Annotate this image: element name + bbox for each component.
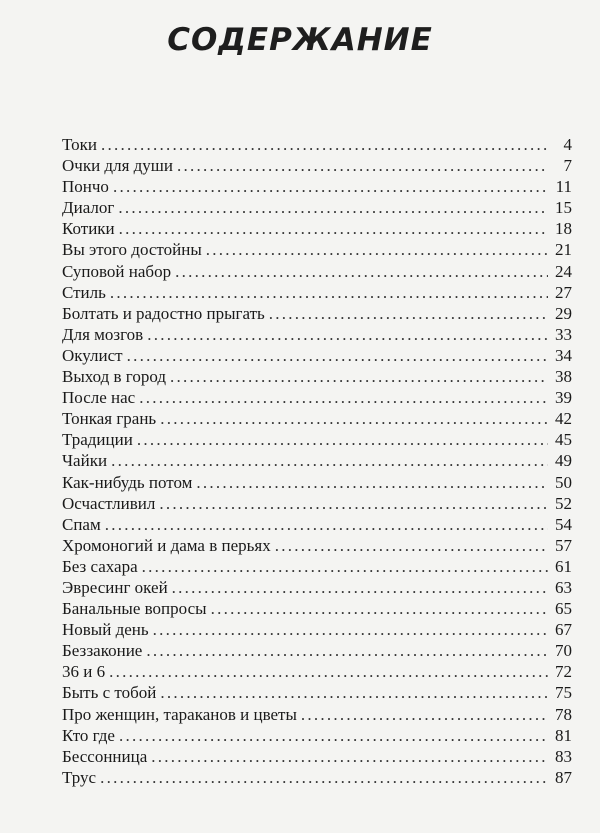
toc-entry-title: Суповой набор — [62, 261, 172, 281]
toc-entry — [62, 429, 572, 450]
toc-entry — [62, 556, 572, 577]
toc-entry-title: Тонкая грань — [62, 409, 157, 429]
toc-entry — [62, 619, 572, 640]
toc-entry — [62, 345, 572, 366]
dot-leader — [101, 134, 548, 155]
toc-entry-page-number: 18 — [555, 219, 572, 239]
dot-leader — [159, 493, 548, 514]
toc-entry-page-number: 29 — [555, 303, 572, 323]
toc-entry-title: Хромоногий и дама в перьях — [62, 535, 271, 555]
dot-leader — [269, 303, 548, 324]
toc-entry-page-number: 61 — [555, 556, 572, 576]
toc-entry-title: Окулист — [62, 345, 123, 365]
toc-entry-title: Традиции — [62, 430, 133, 450]
toc-entry-title: Как-нибудь потом — [62, 472, 193, 492]
toc-entry-title: Выход в город — [62, 367, 167, 387]
toc-entry — [62, 704, 572, 725]
toc-entry — [62, 661, 572, 682]
toc-entry-title: Диалог — [62, 198, 115, 218]
dot-leader — [153, 619, 548, 640]
toc-entry-page-number: 33 — [555, 324, 572, 344]
toc-entry — [62, 197, 572, 218]
toc-entry-title: Болтать и радостно прыгать — [62, 303, 265, 323]
toc-entry-page-number: 39 — [555, 388, 572, 408]
toc-entry-page-number: 15 — [555, 198, 572, 218]
toc-entry-title: Беззаконие — [62, 641, 143, 661]
toc-entry-page-number: 54 — [555, 514, 572, 534]
toc-entry — [62, 450, 572, 471]
toc-entry-page-number: 42 — [555, 409, 572, 429]
toc-entry — [62, 134, 572, 155]
toc-entry-page-number: 49 — [555, 451, 572, 471]
toc-entry-page-number: 81 — [555, 725, 572, 745]
page-title: СОДЕРЖАНИЕ — [167, 22, 433, 58]
dot-leader — [172, 577, 548, 598]
toc-entry-page-number: 65 — [555, 599, 572, 619]
toc-entry — [62, 303, 572, 324]
toc-entry — [62, 514, 572, 535]
toc-entry-title: Чайки — [62, 451, 108, 471]
dot-leader — [175, 261, 548, 282]
toc-entry-title: Для мозгов — [62, 324, 144, 344]
toc-entry-page-number: 87 — [555, 767, 572, 787]
toc-entry — [62, 387, 572, 408]
toc-entry — [62, 598, 572, 619]
toc-entry — [62, 261, 572, 282]
dot-leader — [119, 725, 548, 746]
toc-entry-title: Осчастливил — [62, 493, 156, 513]
toc-entry-page-number: 4 — [563, 135, 572, 154]
dot-leader — [111, 450, 548, 471]
toc-entry-page-number: 38 — [555, 367, 572, 387]
toc-entry-page-number: 78 — [555, 704, 572, 724]
dot-leader — [105, 514, 548, 535]
toc-entry-title: Быть с тобой — [62, 683, 157, 703]
toc-entry-page-number: 7 — [563, 156, 572, 176]
toc-entry-title: Трус — [62, 767, 97, 787]
toc-entry — [62, 725, 572, 746]
toc-entry-page-number: 67 — [555, 620, 572, 640]
toc-entry-page-number: 27 — [555, 282, 572, 302]
toc-entry-page-number: 45 — [555, 430, 572, 450]
dot-leader — [275, 535, 548, 556]
toc-entry-page-number: 21 — [555, 240, 572, 260]
toc-entry-page-number: 70 — [555, 641, 572, 661]
toc-entry-title: 36 и 6 — [62, 662, 106, 682]
dot-leader — [137, 429, 548, 450]
toc-entry-page-number: 83 — [555, 746, 572, 766]
toc-entry — [62, 176, 572, 197]
toc-entry-title: Бессонница — [62, 746, 148, 766]
toc-entry-title: Кто где — [62, 725, 115, 745]
toc-entry — [62, 218, 572, 239]
dot-leader — [151, 746, 548, 767]
dot-leader — [301, 704, 548, 725]
toc-entry-title: Банальные вопросы — [62, 599, 207, 619]
toc-entry-title: Вы этого достойны — [62, 240, 202, 260]
toc-entry-page-number: 34 — [555, 345, 572, 365]
dot-leader — [170, 366, 548, 387]
toc-entry — [62, 155, 572, 176]
toc-entry-page-number: 57 — [555, 535, 572, 555]
toc-entry — [62, 239, 572, 260]
toc-entry-page-number: 63 — [555, 577, 572, 597]
toc-entry-page-number: 24 — [555, 261, 572, 281]
dot-leader — [160, 682, 548, 703]
toc-entry — [62, 493, 572, 514]
dot-leader — [118, 197, 548, 218]
toc-entry — [62, 535, 572, 556]
dot-leader — [142, 556, 548, 577]
dot-leader — [160, 408, 548, 429]
toc-entry-page-number: 11 — [555, 177, 572, 197]
table-of-contents — [62, 134, 572, 788]
toc-entry-title: Пончо — [62, 177, 109, 197]
dot-leader — [100, 767, 548, 788]
toc-entry-page-number: 75 — [555, 683, 572, 703]
dot-leader — [113, 176, 548, 197]
dot-leader — [110, 282, 548, 303]
toc-entry — [62, 577, 572, 598]
dot-leader — [139, 387, 548, 408]
dot-leader — [177, 155, 548, 176]
dot-leader — [211, 598, 548, 619]
toc-entry-title: Новый день — [62, 620, 149, 640]
toc-entry-title: Котики — [62, 219, 115, 239]
toc-entry — [62, 682, 572, 703]
toc-entry-title: Эвресинг окей — [62, 577, 168, 597]
toc-entry-title: Про женщин, тараканов и цветы — [62, 704, 297, 724]
toc-entry — [62, 767, 572, 788]
toc-entry-page-number: 50 — [555, 472, 572, 492]
toc-entry — [62, 366, 572, 387]
dot-leader — [147, 324, 548, 345]
dot-leader — [109, 661, 548, 682]
toc-entry — [62, 408, 572, 429]
toc-entry-title: Стиль — [62, 282, 106, 302]
dot-leader — [127, 345, 548, 366]
toc-entry — [62, 746, 572, 767]
toc-entry — [62, 472, 572, 493]
dot-leader — [119, 218, 548, 239]
toc-entry-title: Без сахара — [62, 556, 138, 576]
toc-entry — [62, 324, 572, 345]
dot-leader — [206, 239, 548, 260]
toc-entry — [62, 640, 572, 661]
toc-entry-page-number: 52 — [555, 493, 572, 513]
toc-entry — [62, 282, 572, 303]
toc-entry-page-number: 72 — [555, 662, 572, 682]
toc-entry-title: Очки для души — [62, 156, 173, 176]
dot-leader — [146, 640, 548, 661]
toc-entry-title: Спам — [62, 514, 101, 534]
toc-entry-title: Токи — [62, 135, 97, 154]
toc-entry-title: После нас — [62, 388, 136, 408]
dot-leader — [196, 472, 548, 493]
